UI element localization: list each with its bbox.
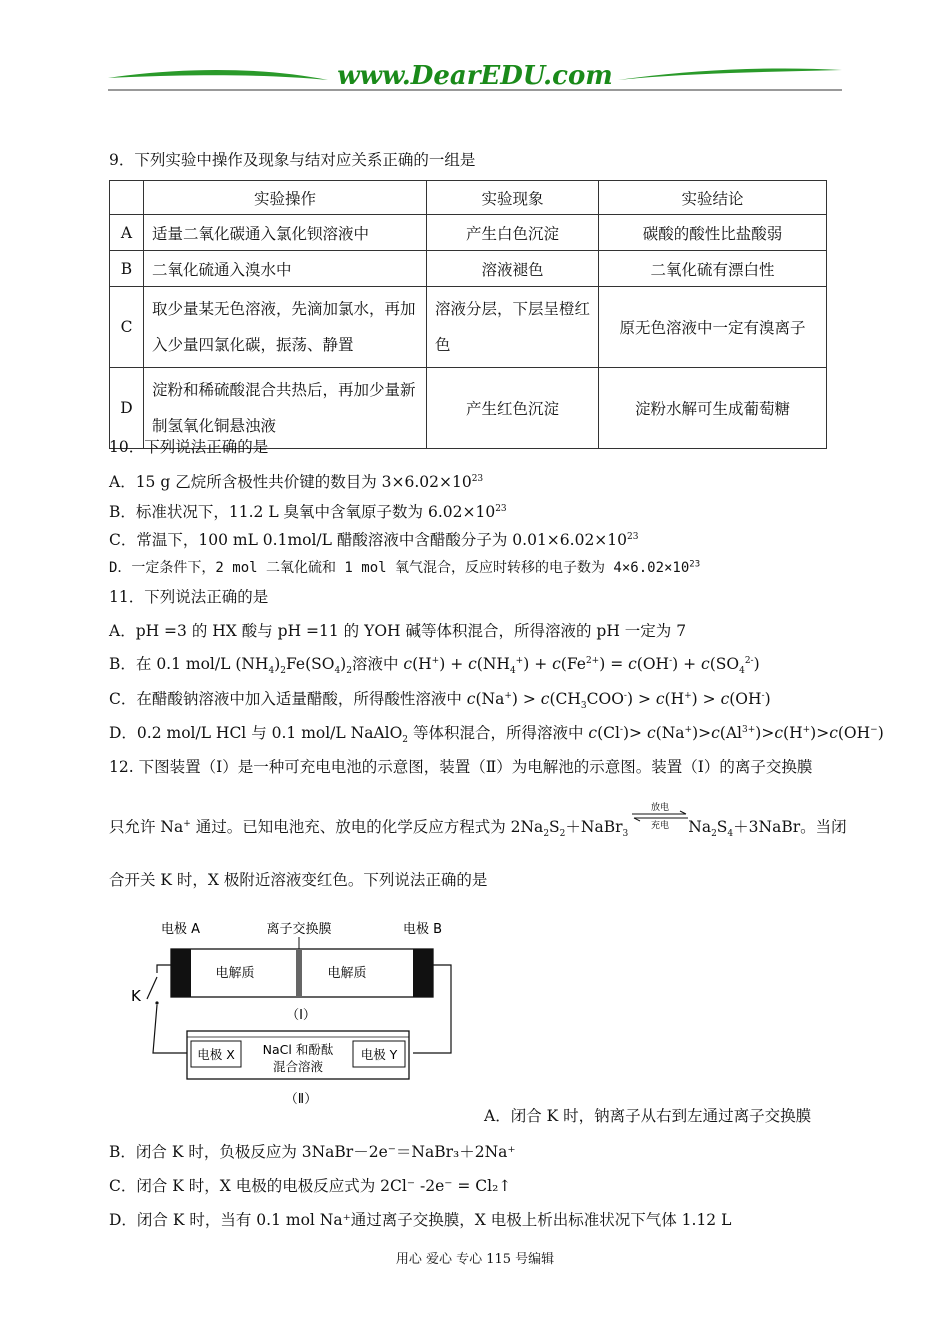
col-header-conc: 实验结论: [599, 181, 827, 215]
label-device-2: （Ⅱ）: [284, 1092, 318, 1107]
row-conc: 淀粉水解可生成葡萄糖: [599, 368, 827, 449]
svg-text:电极 Y: 电极 Y: [360, 1047, 398, 1062]
solution-label-line2: 混合溶液: [272, 1059, 324, 1074]
label-device-1: （Ⅰ）: [286, 1008, 316, 1023]
switch-k-icon: [147, 977, 157, 999]
table-row: [110, 215, 827, 251]
page-footer: 用心 爱心 专心 115 号编辑: [395, 1252, 555, 1267]
row-label: D: [110, 368, 144, 449]
electrode-a-label: 电极 A: [161, 922, 201, 937]
row-label: A: [110, 215, 144, 251]
header-site-logo: www.DearEDU.com: [337, 61, 613, 91]
q10-option-a: A．15 g 乙烷所含极性共价键的数目为 $3\times 6.02\times 10^{23}$: [109, 473, 484, 491]
q10-option-d: D．一定条件下，2 mol 二氧化硫和 1 mol 氧气混合，反应时转移的电子数为 $4\times 6.02\times 10^{23}$: [109, 559, 701, 576]
q10-option-c: C．常温下，100 mL 0.1mol/L 醋酸溶液中含醋酸分子为 $0.01\times 6.02\times 10^{23}$: [109, 531, 639, 549]
solution-label-line1: NaCl 和酚酞: [262, 1042, 334, 1057]
header-banner: [108, 60, 842, 94]
q12-stem-line1: 12. 下图装置（Ⅰ）是一种可充电电池的示意图，装置（Ⅱ）为电解池的示意图。装置（Ⅰ）的离子交换膜: [109, 758, 813, 776]
battery-electrolysis-diagram: [125, 915, 465, 1110]
switch-k-label: K: [131, 987, 141, 1005]
svg-text:电极 X: 电极 X: [197, 1047, 235, 1062]
table-row: [110, 251, 827, 287]
row-conc: 碳酸的酸性比盐酸弱: [599, 215, 827, 251]
ion-exchange-membrane: [296, 949, 302, 997]
row-conc: 二氧化硫有漂白性: [599, 251, 827, 287]
q9-stem: 9．下列实验中操作及现象与结对应关系正确的一组是: [109, 151, 476, 169]
q12-stem-line3: 合开关 K 时，X 极附近溶液变红色。下列说法正确的是: [109, 871, 488, 889]
q10-stem: 10．下列说法正确的是: [109, 438, 269, 456]
row-conc: 原无色溶液中一定有溴离子: [599, 287, 827, 368]
row-phen: 产生红色沉淀: [427, 368, 599, 449]
row-op: 二氧化硫通入溴水中: [144, 251, 427, 287]
row-op: 取少量某无色溶液，先滴加氯水，再加入少量四氯化碳，振荡、静置: [144, 287, 427, 368]
electrode-b: [413, 949, 433, 997]
q12-option-a: A．闭合 K 时，钠离子从右到左通过离子交换膜: [484, 1107, 812, 1125]
table-header-row: [110, 181, 827, 215]
electrode-a: [171, 949, 191, 997]
row-phen: 溶液褪色: [427, 251, 599, 287]
row-op: 适量二氧化碳通入氯化钡溶液中: [144, 215, 427, 251]
q11-option-a: A．pH =3 的 HX 酸与 pH =11 的 YOH 碱等体积混合，所得溶液的 pH 一定为 7: [109, 622, 687, 640]
row-op: 淀粉和稀硫酸混合共热后，再加少量新制氢氧化铜悬浊液: [144, 368, 427, 449]
q12-option-b: B．闭合 K 时，负极反应为 3NaBr－2e⁻＝NaBr₃＋2Na⁺: [109, 1143, 516, 1161]
q11-option-c: C．在醋酸钠溶液中加入适量醋酸，所得酸性溶液中 $c(Na^+) > c(CH_3COO^-) > c(H^+) > c(OH^-)$: [109, 690, 771, 712]
row-label: B: [110, 251, 144, 287]
svg-text:放电: 放电: [650, 803, 670, 813]
row-phen: 溶液分层，下层呈橙红色: [427, 287, 599, 368]
q12-stem-line2: 只允许 Na+ 通过。已知电池充、放电的化学反应方程式为 $2Na_2S_2+NaBr_3$ $Na_2S_4+3NaBr$。当闭: [109, 818, 847, 840]
col-header-phen: 实验现象: [427, 181, 599, 215]
row-label: C: [110, 287, 144, 368]
electrolyte-left-label: 电解质: [215, 966, 255, 981]
table-row: [110, 287, 827, 368]
q9-table: [109, 180, 827, 449]
electrolyte-right-label: 电解质: [327, 966, 367, 981]
row-phen: 产生白色沉淀: [427, 215, 599, 251]
q11-option-b: B．在 0.1 mol/L $(NH_4)_2Fe(SO_4)_2$溶液中 $c(H^+) + c(NH_4^+) + c(Fe^{2+}) = c(OH^-) + c(SO_4^{2-})$: [109, 655, 760, 677]
q10-option-b: B．标准状况下，11.2 L 臭氧中含氧原子数为 $6.02\times 10^{23}$: [109, 503, 507, 521]
q11-option-d: D．0.2 mol/L HCl 与 0.1 mol/L NaAlO$_2$ 等体积混合，所得溶液中 $c(Cl^-)> c(Na^+)>c(Al^{3+})>c(H^+)>c(OH^-)$: [109, 724, 884, 746]
membrane-label: 离子交换膜: [266, 922, 332, 937]
q12-option-c: C．闭合 K 时，X 电极的电极反应式为 2Cl⁻ -2e⁻ = Cl₂↑: [109, 1177, 512, 1195]
electrode-b-label: 电极 B: [403, 922, 443, 937]
svg-text:充电: 充电: [650, 821, 670, 831]
header-swoosh-graphic: [108, 60, 842, 94]
reversible-arrow-icon: [630, 800, 690, 832]
q12-option-d: D．闭合 K 时，当有 0.1 mol Na⁺通过离子交换膜，X 电极上析出标准状况下气体 1.12 L: [109, 1211, 732, 1229]
q11-stem: 11．下列说法正确的是: [109, 588, 269, 606]
col-header-op: 实验操作: [144, 181, 427, 215]
